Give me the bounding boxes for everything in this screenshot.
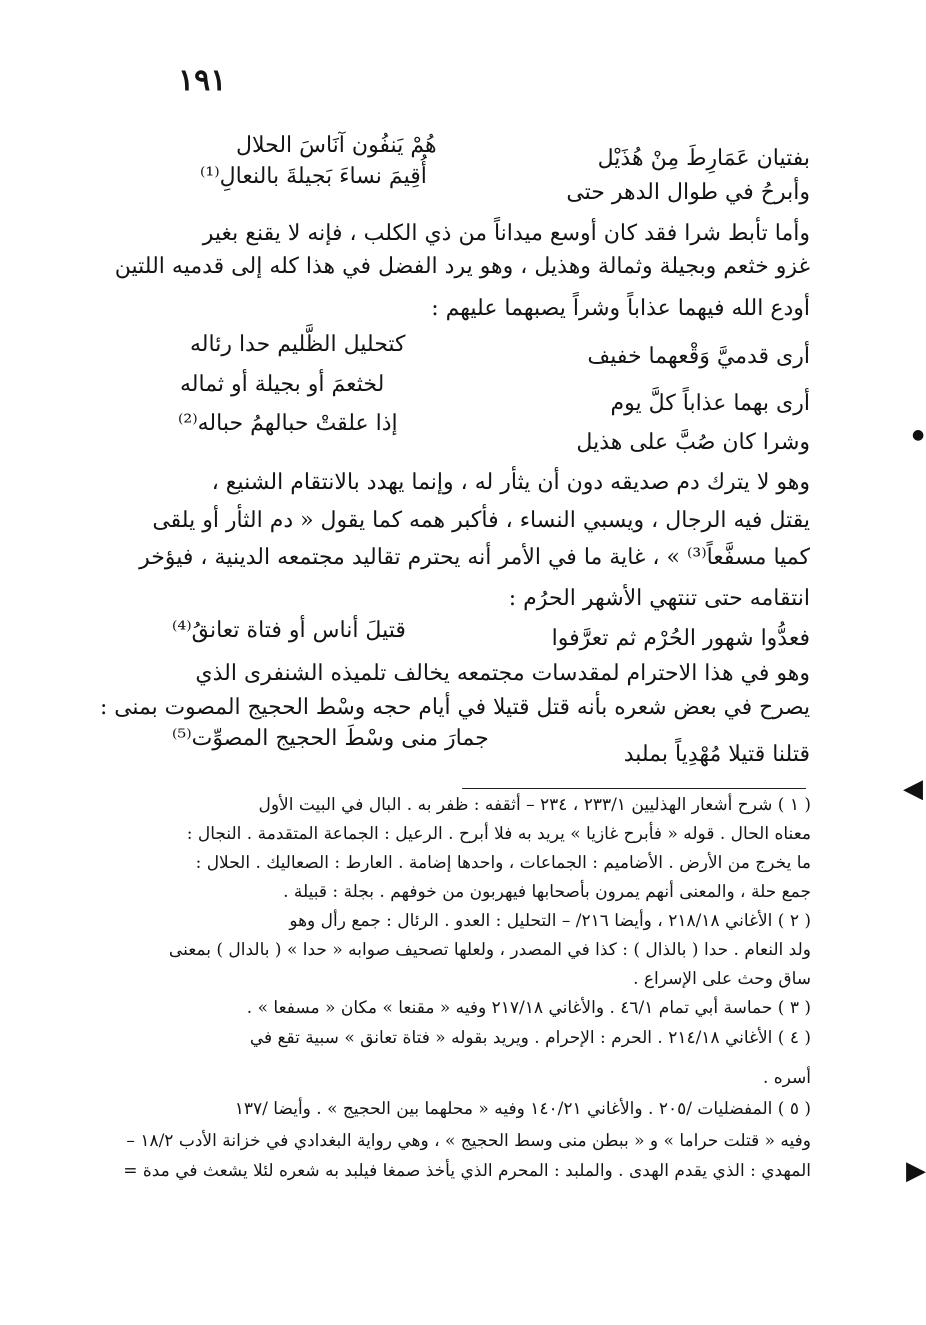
footnote-separator [462, 788, 806, 789]
footnote-line: ( ٢ ) الأغاني ٢١٨/١٨ ، وأيضا ٢١٦/ – التحليل : العدو . الرئال : جمع رأل وهو [289, 911, 811, 931]
verse-1-right-hemistich: بفتيان عَمَارِطَ مِنْ هُذَيْل [597, 146, 810, 171]
footnote-line: جمع حلة ، والمعنى أنهم يمرون بأصحابها فيهربون من خوفهم . بجلة : قبيلة . [283, 882, 811, 902]
paragraph-2-line-3: كميا مسفَّعاً⁽³⁾ » ، غاية ما في الأمر أنه يحترم تقاليد مجتمعه الدينية ، فيؤخر [139, 545, 810, 570]
paragraph-3-line-1: وهو في هذا الاحترام لمقدسات مجتمعه يخالف تلميذه الشنفرى الذي [195, 661, 810, 686]
paragraph-1-line-3: أودع الله فيهما عذاباً وشراً يصبهما عليهم : [431, 296, 810, 321]
footnote-line: وفيه « قتلت حراما » و « ببطن منى وسط الحجيج » ، وهي رواية البغدادي في خزانة الأدب ١٨/٢ – [126, 1131, 811, 1151]
paragraph-1-line-2: غزو خثعم وبجيلة وثمالة وهذيل ، وهو يرد الفضل في هذا كله إلى قدميه اللتين [114, 254, 810, 279]
verse-3-left-hemistich: كتحليل الظَّليم حدا رئاله [190, 332, 406, 357]
verse-1-left-hemistich: هُمْ يَنفُون آنَاسَ الحلال [236, 133, 437, 158]
footnote-line: ( ١ ) شرح أشعار الهذليين ٢٣٣/١ ، ٢٣٤ – أثقفه : ظفر به . البال في البيت الأول [258, 795, 811, 815]
verse-3-right-hemistich: أرى قدميَّ وَقْعهما خفيف [587, 344, 810, 369]
footnote-line: ساق وحث على الإسراع . [633, 969, 811, 989]
verse-5-right-hemistich: وشرا كان صُبَّ على هذيل [576, 430, 810, 455]
footnote-line: معناه الحال . قوله « فأبرح غازيا » يريد به فلا أبرح . الرعيل : الجماعة المتقدمة . النجال : [186, 824, 811, 844]
verse-5-left-hemistich: إذا علقتْ حبالهمُ حباله⁽²⁾ [178, 411, 398, 436]
footnote-line: ولد النعام . حدا ( بالذال ) : كذا في المصدر ، ولعلها تصحيف صوابه « حدا » ( بالدال ) بمعنى [168, 940, 811, 960]
verse-4-left-hemistich: لخثعمَ أو بجيلة أو ثماله [180, 372, 385, 397]
footnote-line: ( ٤ ) الأغاني ٢١٤/١٨ . الحرم : الإحرام . ويريد بقوله « فتاة تعانق » سبية تقع في [249, 1028, 811, 1048]
scan-mark: ▶ [906, 1156, 926, 1186]
page-number: ١٩١ [178, 63, 227, 98]
footnote-line: المهدي : الذي يقدم الهدى . والملبد : المحرم الذي يأخذ صمغا فيلبد به شعره لئلا يشعث في مدة = [123, 1161, 811, 1181]
footnote-line: ( ٥ ) المفضليات /٢٠٥ . والأغاني ١٤٠/٢١ وفيه « محلهما بين الحجيج » . وأيضا /١٣٧ [234, 1099, 811, 1119]
verse-6-right-hemistich: فعدُّوا شهور الحُرْم ثم تعرَّفوا [551, 626, 810, 651]
footnote-line: أسره . [762, 1068, 811, 1088]
paragraph-2-line-2: يقتل فيه الرجال ، ويسبي النساء ، فأكبر همه كما يقول « دم الثأر أو يلقى [152, 508, 810, 533]
paragraph-2-line-1: وهو لا يترك دم صديقه دون أن يثأر له ، وإنما يهدد بالانتقام الشنيع ، [211, 470, 810, 495]
verse-4-right-hemistich: أرى بهما عذاباً كلَّ يوم [610, 391, 810, 416]
scan-mark: ◀ [903, 774, 923, 804]
paragraph-2-line-4: انتقامه حتى تنتهي الأشهر الحرُم : [508, 586, 810, 611]
scan-mark: ● [912, 427, 925, 443]
verse-7-right-hemistich: قتلنا قتيلا مُهْدِياً بملبد [623, 742, 810, 767]
verse-2-right-hemistich: وأبرحُ في طوال الدهر حتى [566, 180, 810, 205]
verse-6-left-hemistich: قتيلَ أناس أو فتاة تعانقُ⁽⁴⁾ [172, 618, 406, 643]
verse-7-left-hemistich: جمارَ منى وسْطَ الحجيج المصوِّت⁽⁵⁾ [172, 726, 489, 751]
verse-2-left-hemistich: أُقِيمَ نساءَ بَجيلةَ بالنعالِ⁽¹⁾ [200, 164, 427, 189]
footnote-line: ما يخرج من الأرض . الأضاميم : الجماعات ، واحدها إضامة . العارط : الصعاليك . الحلال : [195, 853, 811, 873]
paragraph-3-line-2: يصرح في بعض شعره بأنه قتل قتيلا في أيام حجه وسْط الحجيج المصوت بمنى : [99, 695, 810, 720]
paragraph-1-line-1: وأما تأبط شرا فقد كان أوسع ميداناً من ذي الكلب ، فإنه لا يقنع بغير [202, 221, 810, 246]
footnote-line: ( ٣ ) حماسة أبي تمام ٤٦/١ . والأغاني ٢١٧/١٨ وفيه « مقنعا » مكان « مسفعا » . [246, 998, 811, 1018]
